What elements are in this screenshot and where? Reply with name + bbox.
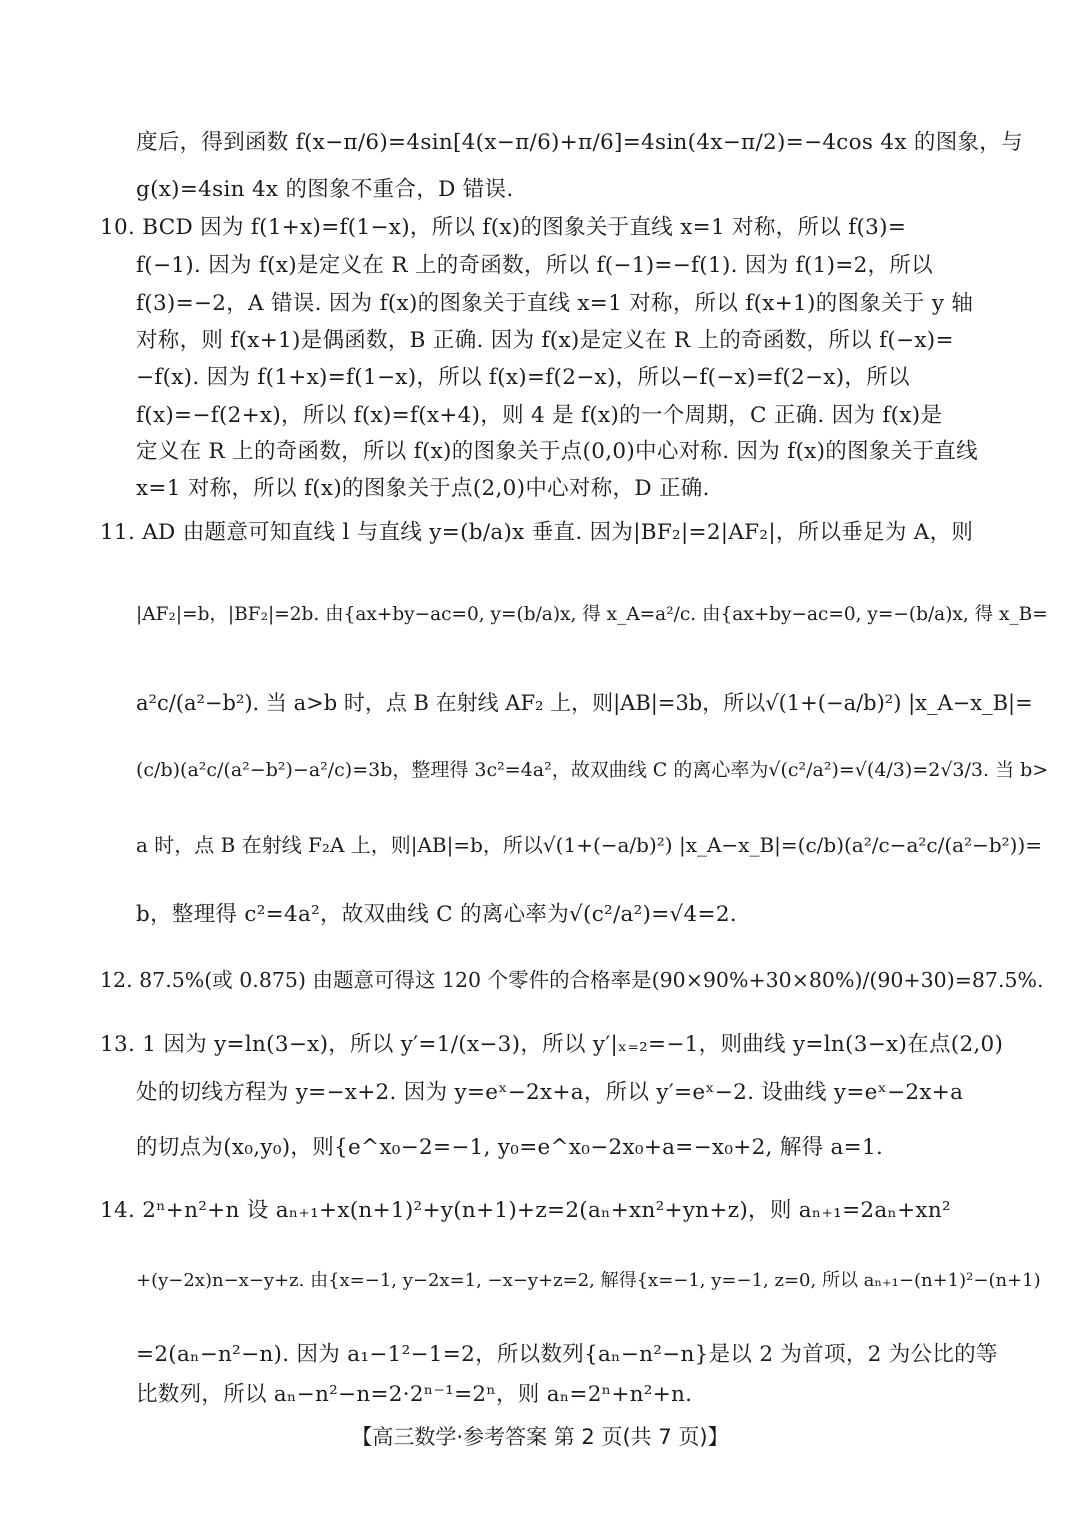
text-line: +(y−2x)n−x−y+z. 由{x=−1, y−2x=1, −x−y+z=2, 解得{x=−1, y=−1, z=0, 所以 aₙ₊₁−(n+1)²−(n+1) [136,1270,1041,1291]
text-line: x=1 对称，所以 f(x)的图象关于点(2,0)中心对称，D 正确. [136,476,710,501]
answer-14-line: 14. 2ⁿ+n²+n 设 aₙ₊₁+x(n+1)²+y(n+1)+z=2(aₙ+xn²+yn+z)，则 aₙ₊₁=2aₙ+xn² [100,1198,951,1223]
page-footer: 【高三数学·参考答案 第 2 页(共 7 页)】 [351,1425,729,1449]
text-line: 度后，得到函数 f(x−π/6)=4sin[4(x−π/6)+π/6]=4sin(4x−π/2)=−4cos 4x 的图象，与 [136,130,1023,155]
text-line: f(−1). 因为 f(x)是定义在 R 上的奇函数，所以 f(−1)=−f(1). 因为 f(1)=2，所以 [136,253,933,278]
answer-13-line: 13. 1 因为 y=ln(3−x)，所以 y′=1/(x−3)，所以 y′|ₓ₌₂=−1，则曲线 y=ln(3−x)在点(2,0) [100,1032,1004,1057]
text-line: =2(aₙ−n²−n). 因为 a₁−1²−1=2，所以数列{aₙ−n²−n}是以 2 为首项，2 为公比的等 [136,1342,998,1367]
text-line: 比数列，所以 aₙ−n²−n=2·2ⁿ⁻¹=2ⁿ，则 aₙ=2ⁿ+n²+n. [136,1382,693,1407]
text-line: |AF₂|=b，|BF₂|=2b. 由{ax+by−ac=0, y=(b/a)x, 得 x_A=a²/c. 由{ax+by−ac=0, y=−(b/a)x, 得 x_B= [136,604,1048,625]
text-line: −f(x). 因为 f(1+x)=f(1−x)，所以 f(x)=f(2−x)，所以−f(−x)=f(2−x)，所以 [136,365,910,390]
text-line: f(x)=−f(2+x)，所以 f(x)=f(x+4)，则 4 是 f(x)的一个周期，C 正确. 因为 f(x)是 [136,403,943,428]
text-line: (c/b)(a²c/(a²−b²)−a²/c)=3b，整理得 3c²=4a²，故双曲线 C 的离心率为√(c²/a²)=√(4/3)=2√3/3. 当 b> [136,759,1049,781]
text-line: g(x)=4sin 4x 的图象不重合，D 错误. [136,177,514,202]
text-line: f(3)=−2，A 错误. 因为 f(x)的图象关于直线 x=1 对称，所以 f(x+1)的图象关于 y 轴 [136,291,974,316]
answer-10-line: 10. BCD 因为 f(1+x)=f(1−x)，所以 f(x)的图象关于直线 x=1 对称，所以 f(3)= [100,215,907,240]
text-line: 处的切线方程为 y=−x+2. 因为 y=eˣ−2x+a，所以 y′=eˣ−2. 设曲线 y=eˣ−2x+a [136,1080,964,1105]
text-line: a²c/(a²−b²). 当 a>b 时，点 B 在射线 AF₂ 上，则|AB|=3b，所以√(1+(−a/b)²) |x_A−x_B|= [136,691,1033,715]
text-line: b，整理得 c²=4a²，故双曲线 C 的离心率为√(c²/a²)=√4=2. [136,902,737,927]
answer-12-line: 12. 87.5%(或 0.875) 由题意可得这 120 个零件的合格率是(90×90%+30×80%)/(90+30)=87.5%. [100,968,1044,992]
text-line: 定义在 R 上的奇函数，所以 f(x)的图象关于点(0,0)中心对称. 因为 f(x)的图象关于直线 [136,439,978,464]
text-line: 对称，则 f(x+1)是偶函数，B 正确. 因为 f(x)是定义在 R 上的奇函数，所以 f(−x)= [136,328,954,353]
text-line: 的切点为(x₀,y₀)，则{e^x₀−2=−1, y₀=e^x₀−2x₀+a=−x₀+2, 解得 a=1. [136,1135,884,1160]
text-line: a 时，点 B 在射线 F₂A 上，则|AB|=b，所以√(1+(−a/b)²) |x_A−x_B|=(c/b)(a²/c−a²c/(a²−b²))= [136,833,1043,857]
answer-11-line: 11. AD 由题意可知直线 l 与直线 y=(b/a)x 垂直. 因为|BF₂|=2|AF₂|，所以垂足为 A，则 [100,520,974,545]
